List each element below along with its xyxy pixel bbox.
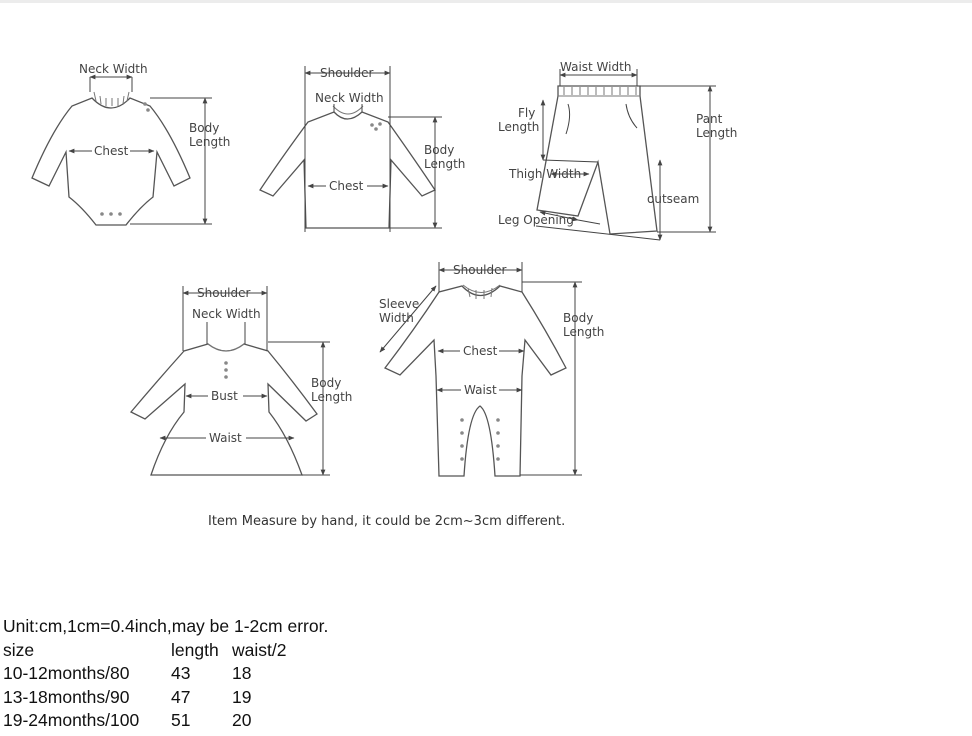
label-romper-body-length-2: Length [563, 325, 605, 339]
cell-waist: 19 [232, 686, 252, 707]
label-shirt-chest: Chest [329, 179, 364, 193]
label-dress-body-length-2: Length [311, 390, 353, 404]
label-shirt-body-length-2: Length [424, 157, 466, 171]
header-waist: waist/2 [232, 639, 287, 660]
label-dress-waist: Waist [209, 431, 242, 445]
label-pants-pant-length-1: Pant [696, 112, 723, 126]
label-pants-waist-width: Waist Width [560, 60, 632, 74]
cell-size: 19-24months/100 [3, 710, 140, 730]
label-shirt-neck-width: Neck Width [315, 91, 384, 105]
label-shirt-body-length-1: Body [424, 143, 455, 157]
cell-length: 47 [171, 686, 191, 707]
label-romper-chest: Chest [463, 344, 498, 358]
cell-waist: 20 [232, 710, 252, 730]
label-bodysuit-neck-width: Neck Width [79, 62, 148, 76]
table-row [3, 662, 286, 686]
size-table [3, 639, 286, 733]
romper-figure [380, 262, 582, 476]
label-romper-sleeve-width-1: Sleeve [379, 297, 420, 311]
header-size: size [3, 639, 35, 660]
cell-length: 43 [171, 663, 191, 683]
label-pants-pant-length-2: Length [696, 126, 738, 140]
table-row [3, 686, 286, 710]
label-pants-fly-length-2: Length [498, 120, 540, 134]
cell-length: 51 [171, 710, 191, 730]
label-pants-fly-length-1: Fly [518, 106, 536, 120]
label-bodysuit-body-length-2: Length [189, 135, 231, 149]
label-pants-thigh-width: Thigh Width [509, 167, 582, 181]
table-row [3, 709, 286, 733]
label-dress-body-length-1: Body [311, 376, 342, 390]
label-dress-bust: Bust [211, 389, 238, 403]
label-pants-leg-opening: Leg Opening [498, 213, 574, 227]
label-bodysuit-chest: Chest [94, 144, 129, 158]
cell-waist: 18 [232, 663, 252, 683]
size-table-header [3, 639, 286, 663]
measurement-note: Item Measure by hand, it could be 2cm~3cm different. [208, 514, 566, 529]
label-dress-shoulder: Shoulder [197, 286, 251, 300]
header-length: length [171, 639, 219, 660]
cell-size: 13-18months/90 [3, 686, 130, 707]
label-dress-neck-width: Neck Width [192, 307, 261, 321]
label-romper-shoulder: Shoulder [453, 263, 507, 277]
label-shirt-shoulder: Shoulder [320, 66, 374, 80]
label-bodysuit-body-length-1: Body [189, 121, 220, 135]
unit-note: Unit:cm,1cm=0.4inch,may be 1-2cm error. [3, 616, 329, 636]
cell-size: 10-12months/80 [3, 663, 130, 683]
label-romper-body-length-1: Body [563, 311, 594, 325]
label-romper-waist: Waist [464, 383, 497, 397]
label-romper-sleeve-width-2: Width [379, 311, 414, 325]
label-pants-outseam: outseam [647, 192, 700, 206]
size-info [3, 615, 328, 733]
